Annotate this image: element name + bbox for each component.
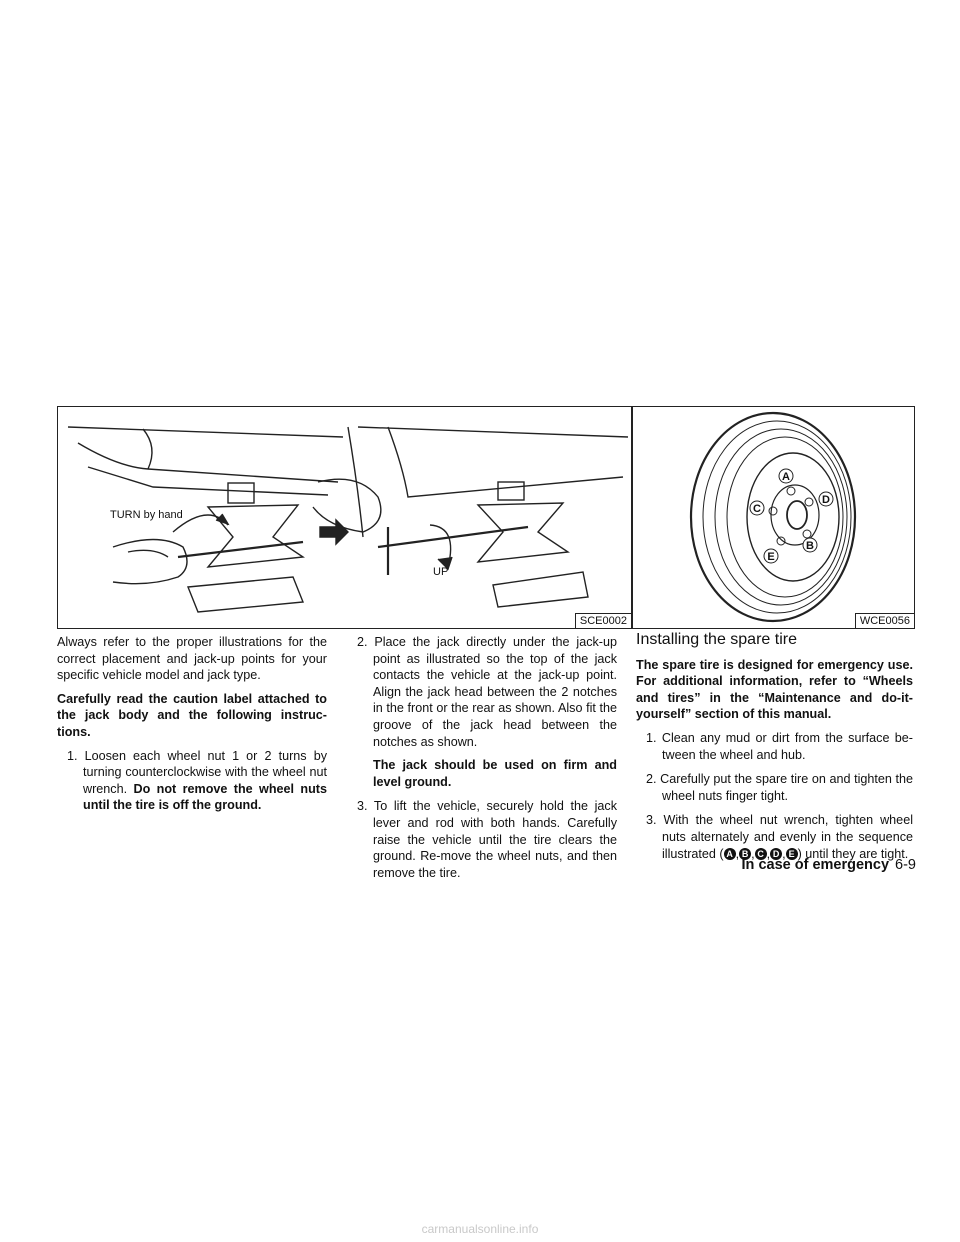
callout-b: B (739, 848, 751, 860)
up-callout: UP (433, 566, 449, 578)
step-2-text: Place the jack directly under the jack-up point as illustrated so the top of the jack contacts the vehicle at the jack-up point. Align the jack head between the 2 notches in the front or the rear as shown. Also fit the groove of the jack head between the notches as shown. (373, 635, 617, 749)
step-2-number: 2. (357, 635, 368, 649)
nut-label-e: E (767, 551, 775, 563)
nut-label-c: C (753, 503, 761, 515)
step-1-item (57, 748, 327, 814)
step-1-text: Loosen each wheel nut 1 or 2 turns by turning counterclockwise with the wheel nut wrench. (83, 748, 327, 796)
install-step-3 (636, 812, 913, 862)
spare-tire-intro: The spare tire is designed for emergency use. For additional information, refer to “Wheels and tires” in the “Maintenance and do-it-yourself” section of this manual. (636, 657, 913, 722)
callout-d: D (770, 848, 782, 860)
intro-paragraph: Always refer to the proper illustrations for the correct placement and jack-up points for your specific vehicle model and jack type. (57, 635, 327, 683)
install-step-3-text-before: With the wheel nut wrench, tighten wheel nuts alternately and evenly in the sequence illustrated ( (662, 813, 913, 861)
install-step-3-text-after: ) until they are tight. (797, 846, 909, 861)
column-2 (347, 634, 617, 889)
figure-label-sce0002: SCE0002 (575, 613, 631, 628)
install-step-2-number: 2. (646, 772, 657, 787)
step-1-number: 1. (67, 748, 78, 763)
section-title: Installing the spare tire (636, 631, 797, 648)
tire-illustration (633, 407, 914, 628)
sep-4: , (782, 846, 786, 861)
step-2-item (347, 634, 617, 790)
turn-callout: TURN by hand (110, 509, 183, 521)
footer-page-number: 6-9 (895, 857, 916, 873)
watermark: carmanualsonline.info (421, 1222, 539, 1236)
figure-label-wce0056: WCE0056 (855, 613, 914, 628)
column-3 (636, 632, 913, 870)
nut-label-a: A (782, 471, 790, 483)
step-2-warning: The jack should be used on firm and level ground. (373, 758, 617, 789)
footer-section-name: In case of emergency (741, 857, 890, 873)
column-1 (57, 634, 327, 822)
step-1-warning: Do not remove the wheel nuts until the tire is off the ground. (83, 781, 327, 813)
page-footer (742, 857, 916, 873)
sep-2: , (751, 846, 755, 861)
step-3-item (347, 798, 617, 881)
callout-a: A (724, 848, 736, 860)
jack-figure (57, 406, 632, 629)
install-step-2-text: Carefully put the spare tire on and tighten the wheel nuts finger tight. (660, 772, 913, 803)
step-3-number: 3. (357, 799, 368, 814)
nut-label-b: B (806, 540, 814, 552)
callout-c: C (755, 848, 767, 860)
callout-e: E (786, 848, 798, 860)
install-step-3-number: 3. (646, 813, 657, 828)
install-step-2 (636, 771, 913, 804)
jack-illustration (58, 407, 631, 628)
install-step-1 (636, 730, 913, 763)
caution-paragraph: Carefully read the caution label attached to the jack body and the following instruc-tions. (57, 691, 327, 739)
install-step-1-text: Clean any mud or dirt from the surface be-tween the wheel and hub. (661, 730, 914, 762)
sep-3: , (766, 846, 771, 861)
install-step-1-number: 1. (646, 730, 657, 745)
tire-figure (632, 406, 915, 629)
step-3-text: To lift the vehicle, securely hold the jack lever and rod with both hands. Carefully raise the vehicle until the tire clears the ground. Re-move the wheel nuts, and then remove the tire. (373, 799, 617, 880)
sep-1: , (735, 846, 740, 861)
nut-label-d: D (822, 494, 830, 506)
